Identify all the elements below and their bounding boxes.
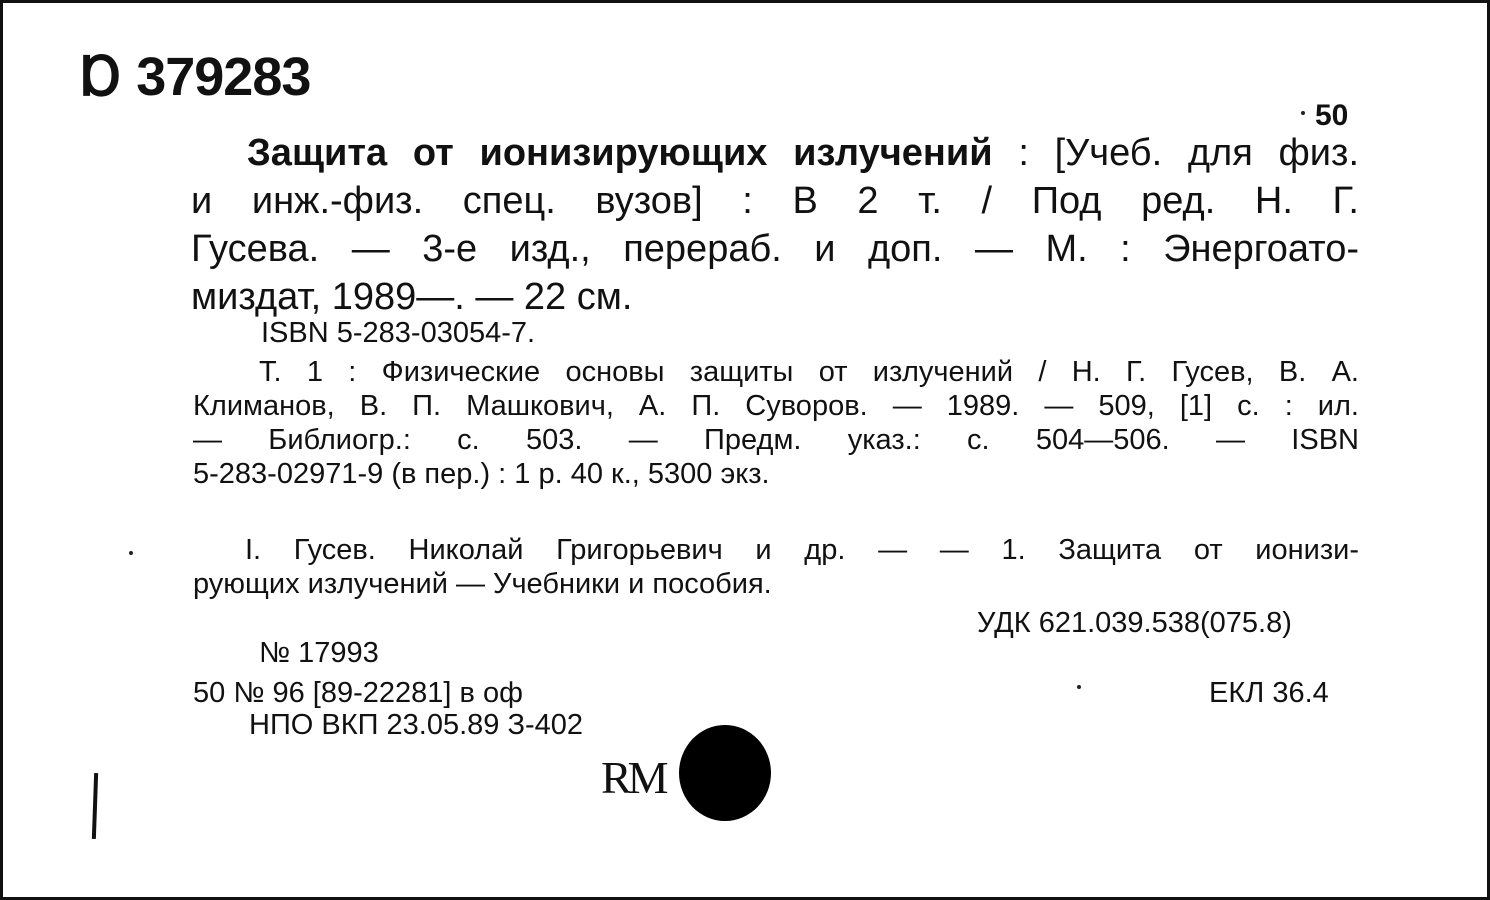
speck-dot xyxy=(129,551,133,555)
title-rest: : [Учеб. для физ. xyxy=(992,132,1359,174)
speck-dot xyxy=(1301,111,1305,115)
main-entry-line-4: миздат, 1989—. — 22 см. xyxy=(191,276,633,318)
title: Защита от ионизирующих излучений xyxy=(247,132,993,174)
index-line-1: I. Гусев. Николай Григорьевич и др. — — 1. Защита от ионизи- xyxy=(245,534,1359,566)
main-entry-line-3: Гусева. — 3-е изд., перераб. и доп. — М. : Энергоато- xyxy=(191,228,1359,270)
punch-hole-dot xyxy=(679,725,771,821)
record-number: № 17993 xyxy=(259,637,379,669)
main-entry-line-1 xyxy=(191,129,1359,177)
isbn-set: ISBN 5-283-03054-7. xyxy=(261,317,536,349)
speck-dot xyxy=(1077,685,1081,689)
index-terms xyxy=(193,533,1359,601)
index-line-2: рующих излучений — Учебники и пособия. xyxy=(193,568,772,600)
main-entry-line-2: и инж.-физ. спец. вузов] : В 2 т. / Под ред. Н. Г. xyxy=(191,180,1359,222)
ekl-code: ЕКЛ 36.4 xyxy=(1209,677,1329,709)
main-entry xyxy=(191,129,1359,321)
inventory-number: Ɒ 379283 xyxy=(81,47,311,107)
volume-line-1: Т. 1 : Физические основы защиты от излучений / Н. Г. Гусев, В. А. xyxy=(259,356,1359,388)
rm-stamp: RM xyxy=(601,752,665,803)
volume-entry xyxy=(193,355,1359,491)
page-number: 50 xyxy=(1315,99,1349,132)
volume-line-4: 5-283-02971-9 (в пер.) : 1 р. 40 к., 5300 экз. xyxy=(193,458,770,490)
volume-line-2: Климанов, В. П. Машкович, А. П. Суворов. — 1989. — 509, [1] с. : ил. xyxy=(193,390,1359,422)
volume-line-3: — Библиогр.: с. 503. — Предм. указ.: с. 504—506. — ISBN xyxy=(193,424,1359,456)
order-line: 50 № 96 [89-22281] в оф xyxy=(193,677,523,709)
npo-line: НПО ВКП 23.05.89 З-402 xyxy=(249,709,584,741)
pencil-mark xyxy=(92,773,98,839)
udk-code: УДК 621.039.538(075.8) xyxy=(977,607,1292,639)
